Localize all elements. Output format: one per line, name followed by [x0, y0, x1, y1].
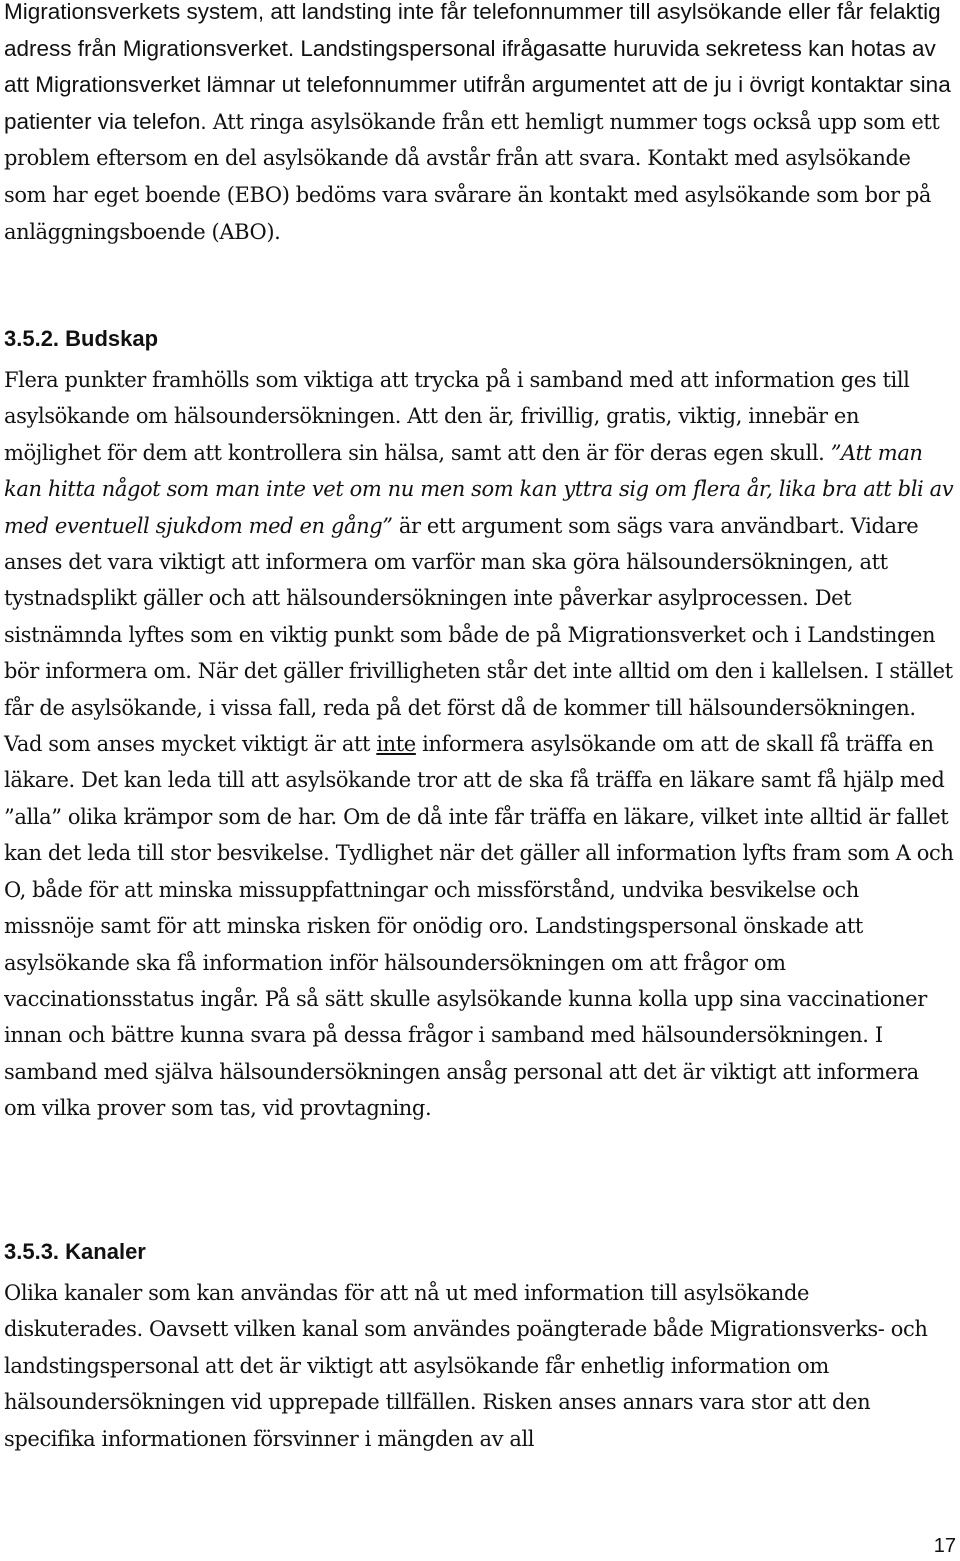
budskap-quote: ”Att man kan hitta något som man inte vet om nu men som kan yttra sig om flera år, lika bra att bli av med eventuell sjukdom med en gång” — [4, 440, 954, 538]
intro-text-serif: Att ringa asylsökande från ett hemligt nummer togs också upp som ett problem eftersom en del asylsökande då avstår från att svara. Kontakt med asylsökande som har eget boende (EBO) bedöms vara svårare än kontakt med asylsökande som bor på anläggningsboende (ABO). — [4, 109, 940, 244]
section-heading-kanaler: 3.5.3. Kanaler — [4, 1239, 146, 1264]
budskap-text-c: är ett argument som sägs vara användbart. Vidare anses det vara viktigt att informera om varför man ska göra hälsoundersökningen, att tystnadsplikt gäller och att hälsoundersökningen inte påverkar asylprocessen. Det sistnämnda lyftes som en viktig punkt som både de på Migrationsverket och i Landstingen bör informera om. När det gäller frivilligheten står det inte alltid om den i kallelsen. I stället får de asylsökande, i vissa fall, reda på det först då de kommer till hälsoundersökningen. Vad som anses mycket viktigt är att — [4, 513, 953, 757]
page-number: 17 — [933, 1535, 956, 1557]
budskap-text-e: informera asylsökande om att de skall få träffa en läkare. Det kan leda till att asylsökande tror att de ska få träffa en läkare samt få hjälp med ”alla” olika krämpor som de har. Om de då inte får träffa en läkare, vilket inte alltid är fallet kan det leda till stor besvikelse. Tydlighet när det gäller all information lyfts fram som A och O, både för att minska missuppfattningar och missförstånd, undvika besvikelse och missnöje samt för att minska risken för onödig oro. Landstingspersonal önskade att asylsökande ska få information inför hälsoundersökningen om att frågor om vaccinationsstatus ingår. På så sätt skulle asylsökande kunna kolla upp sina vaccinationer innan och bättre kunna svara på dessa frågor i samband med hälsoundersökningen. I samband med själva hälsoundersökningen ansåg personal att det är viktigt att informera om vilka prover som tas, vid provtagning. — [4, 732, 954, 1121]
budskap-underlined-word: inte — [376, 732, 416, 757]
kanaler-paragraph: Olika kanaler som kan användas för att nå ut med information till asylsökande diskuterades. Oavsett vilken kanal som användes poängterade både Migrationsverks- och landstingspersonal att det är viktigt att asylsökande får enhetlig information om hälsoundersökningen vid upprepade tillfällen. Risken anses annars vara stor att den specifika informationen försvinner i mängden av all — [4, 1281, 928, 1451]
budskap-text-a: Flera punkter framhölls som viktiga att trycka på i samband med att information ges till asylsökande om hälsoundersökningen. Att den är, frivillig, gratis, viktig, innebär en möjlighet för dem att kontrollera sin hälsa, samt att den är för deras egen skull. — [4, 368, 910, 465]
section-heading-budskap: 3.5.2. Budskap — [4, 326, 159, 351]
intro-paragraph — [4, 0, 954, 250]
intro-text-sans: Migrationsverkets system, att landsting inte får telefonnummer till asylsökande eller får felaktig adress från Migrationsverket. Landstingspersonal ifrågasatte huruvida sekretess kan hotas av att Migrationsverket lämnar ut telefonnummer utifrån argumentet att de ju i övrigt kontaktar sina patienter via telefon. — [4, 0, 951, 134]
budskap-paragraph — [4, 362, 954, 1127]
